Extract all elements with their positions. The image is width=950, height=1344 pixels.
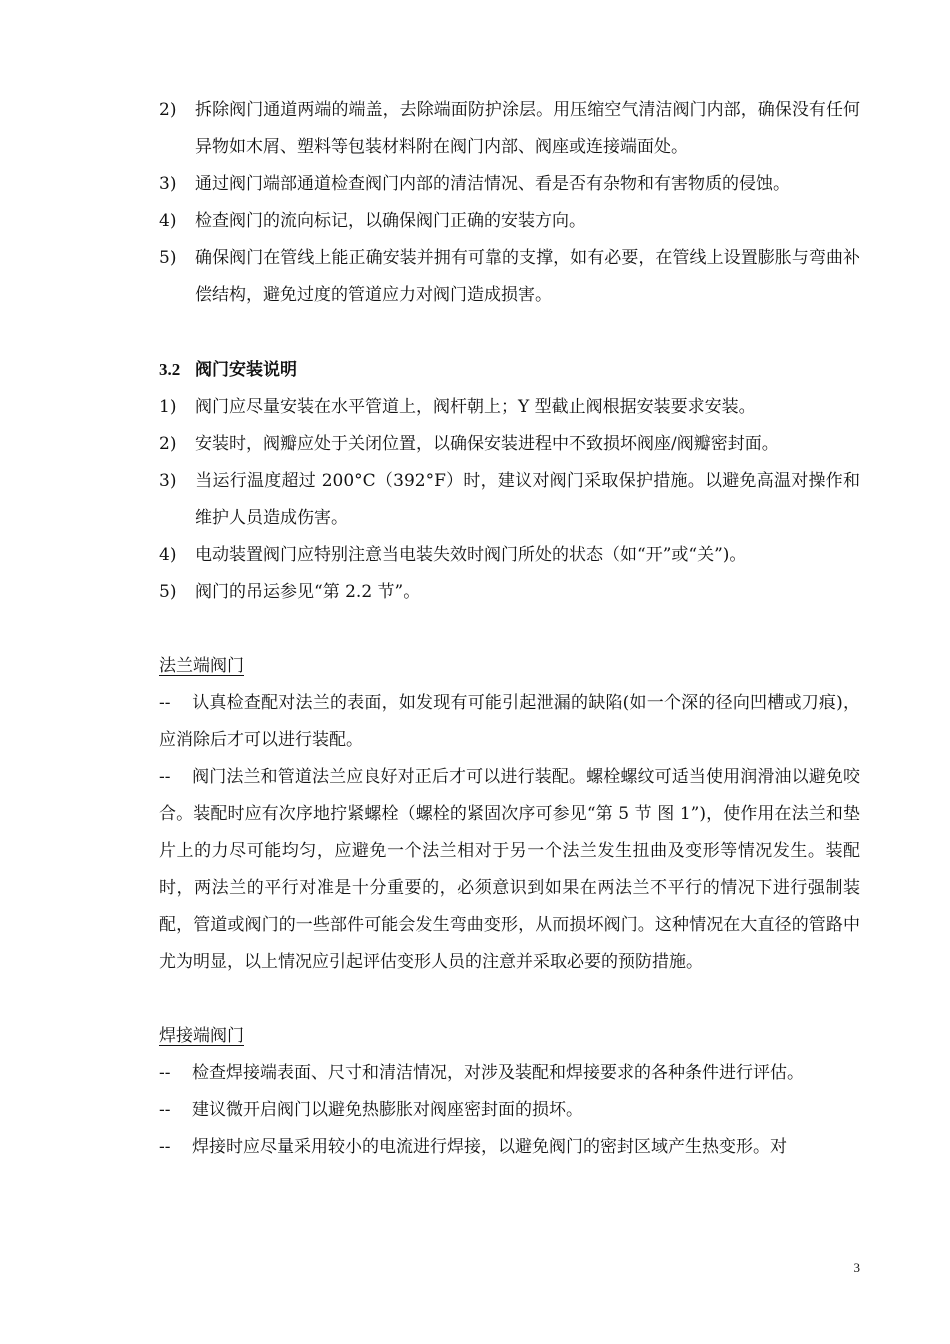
welded-valve-heading: 焊接端阀门: [159, 1026, 244, 1046]
section-title: 阀门安装说明: [195, 360, 297, 380]
dash-item: [159, 1129, 860, 1166]
dash-marker: --: [159, 1063, 171, 1083]
list-item-number: 3): [159, 471, 177, 491]
list-item-number: 4): [159, 211, 177, 231]
dash-item-text: 焊接时应尽量采用较小的电流进行焊接，以避免阀门的密封区域产生热变形。对: [192, 1137, 787, 1157]
list-item: [159, 463, 860, 537]
dash-item-text: 检查焊接端表面、尺寸和清洁情况，对涉及装配和焊接要求的各种条件进行评估。: [192, 1063, 804, 1083]
dash-item: [159, 1092, 860, 1129]
list-item: [159, 574, 860, 611]
list-item-text: 阀门的吊运参见“第 2.2 节”。: [195, 582, 421, 602]
dash-item: [159, 1055, 860, 1092]
list-item-number: 3): [159, 174, 177, 194]
dash-item-text: 认真检查配对法兰的表面，如发现有可能引起泄漏的缺陷(如一个深的径向凹槽或刀痕)，应消除后才可以进行装配。: [159, 693, 860, 750]
dash-marker: --: [159, 1100, 171, 1120]
section-heading: [159, 351, 860, 389]
list-item-number: 1): [159, 397, 177, 417]
list-item-text: 阀门应尽量安装在水平管道上，阀杆朝上；Y 型截止阀根据安装要求安装。: [195, 397, 756, 417]
list-item-text: 当运行温度超过 200°C（392°F）时，建议对阀门采取保护措施。以避免高温对操作和维护人员造成伤害。: [195, 471, 860, 528]
dash-item: [159, 685, 860, 759]
list-item: [159, 537, 860, 574]
spacer: [159, 314, 860, 351]
list-item-number: 5): [159, 582, 177, 602]
list-item: [159, 166, 860, 203]
spacer: [159, 611, 860, 648]
list-item-text: 检查阀门的流向标记，以确保阀门正确的安装方向。: [195, 211, 586, 231]
flanged-valve-heading: 法兰端阀门: [159, 656, 244, 676]
list-item: [159, 240, 860, 314]
list-item-text: 拆除阀门通道两端的端盖，去除端面防护涂层。用压缩空气清洁阀门内部，确保没有任何异物如木屑、塑料等包装材料附在阀门内部、阀座或连接端面处。: [195, 100, 860, 157]
list-item: [159, 426, 860, 463]
document-page: [159, 92, 860, 1166]
dash-item-text: 阀门法兰和管道法兰应良好对正后才可以进行装配。螺栓螺纹可适当使用润滑油以避免咬合。装配时应有次序地拧紧螺栓（螺栓的紧固次序可参见“第 5 节 图 1”)，使作用在法兰和垫片上的力尽可能均匀，应避免一个法兰相对于另一个法兰发生扭曲及变形等情况发生。装配时，两法兰的平行对准是十分重要的，必须意识到如果在两法兰不平行的情况下进行强制装配，管道或阀门的一些部件可能会发生弯曲变形，从而损坏阀门。这种情况在大直径的管路中尤为明显，以上情况应引起评估变形人员的注意并采取必要的预防措施。: [159, 767, 860, 972]
welded-valve-list: [159, 1055, 860, 1166]
section-number: 3.2: [159, 360, 181, 379]
list-item-text: 安装时，阀瓣应处于关闭位置，以确保安装进程中不致损坏阀座/阀瓣密封面。: [195, 434, 779, 454]
flanged-valve-list: [159, 685, 860, 981]
spacer: [159, 981, 860, 1018]
dash-marker: --: [159, 767, 171, 787]
list-item: [159, 389, 860, 426]
list-item: [159, 203, 860, 240]
dash-item-text: 建议微开启阀门以避免热膨胀对阀座密封面的损坏。: [192, 1100, 583, 1120]
list-item-number: 2): [159, 434, 177, 454]
list-item: [159, 92, 860, 166]
installation-list: [159, 389, 860, 611]
dash-item: [159, 759, 860, 981]
dash-marker: --: [159, 693, 171, 713]
list-item-text: 通过阀门端部通道检查阀门内部的清洁情况、看是否有杂物和有害物质的侵蚀。: [195, 174, 790, 194]
list-item-number: 2): [159, 100, 177, 120]
list-item-number: 4): [159, 545, 177, 565]
preparation-list: [159, 92, 860, 314]
list-item-text: 确保阀门在管线上能正确安装并拥有可靠的支撑，如有必要，在管线上设置膨胀与弯曲补偿结构，避免过度的管道应力对阀门造成损害。: [195, 248, 860, 305]
list-item-text: 电动装置阀门应特别注意当电装失效时阀门所处的状态（如“开”或“关”)。: [195, 545, 747, 565]
list-item-number: 5): [159, 248, 177, 268]
page-number: 3: [853, 1260, 860, 1275]
dash-marker: --: [159, 1137, 171, 1157]
